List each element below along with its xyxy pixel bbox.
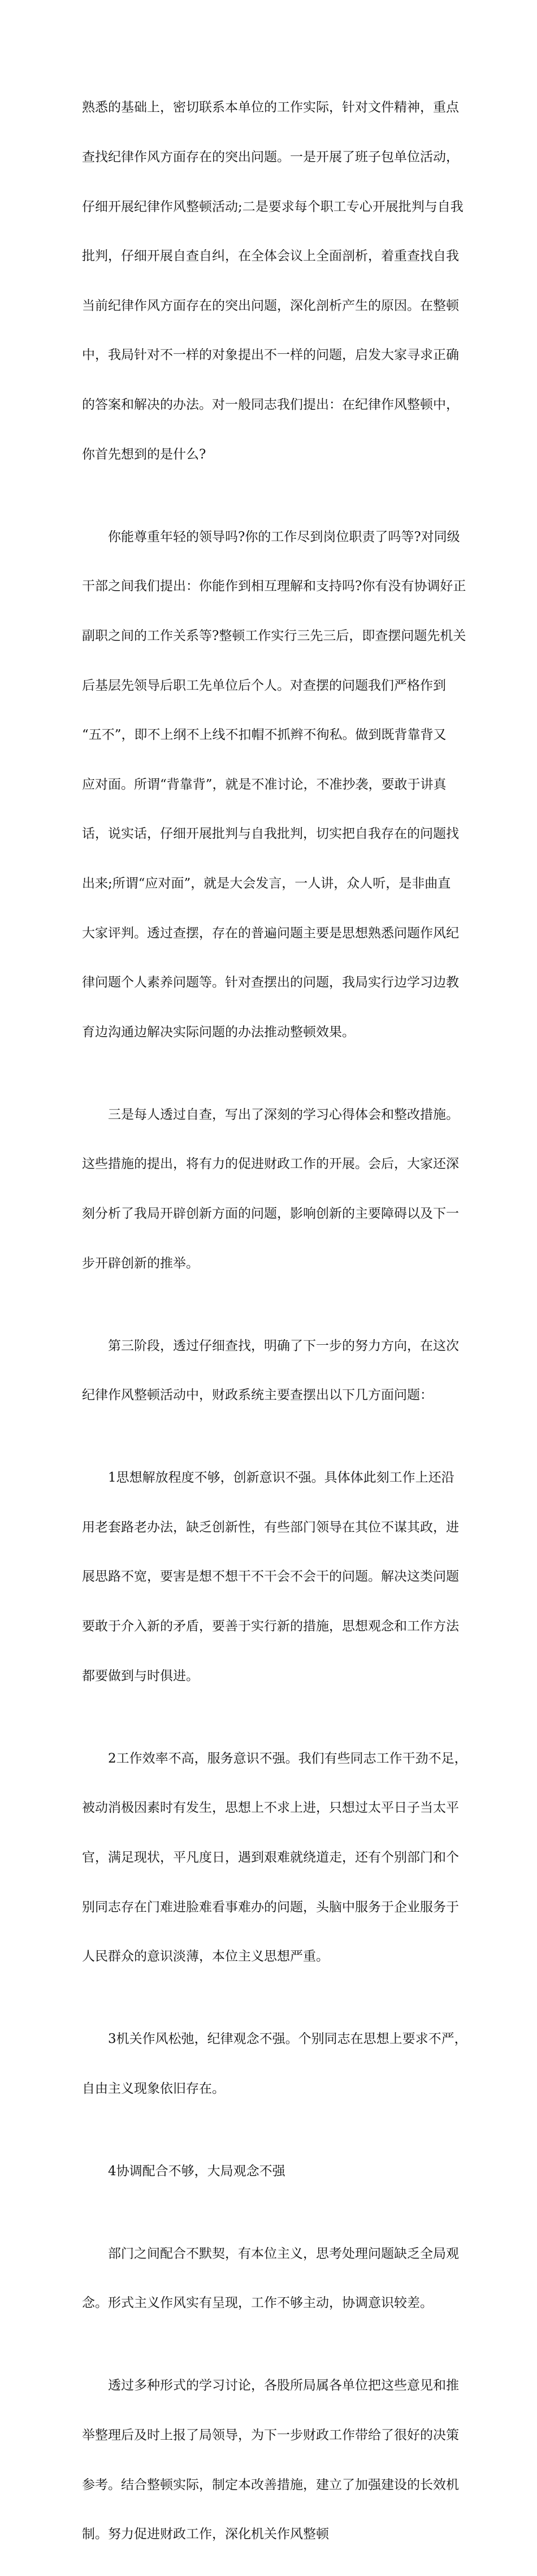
- text-line: 透过多种形式的学习讨论，各股所局属各单位把这些意见和推: [82, 2378, 459, 2393]
- text-line: 纪律作风整顿活动中，财政系统主要查摆出以下几方面问题：: [82, 1388, 433, 1403]
- paragraph-4: [82, 1305, 466, 1437]
- text-line: 第三阶段，透过仔细查找，明确了下一步的努力方向，在这次: [82, 1338, 459, 1353]
- text-line: 3机关作风松弛，纪律观念不强。个别同志在思想上要求不严，: [82, 2032, 467, 2047]
- text-line: 举整理后及时上报了局领导，为下一步财政工作带给了很好的决策: [82, 2428, 459, 2443]
- paragraph-9: [82, 2213, 466, 2345]
- text-line: 熟悉的基础上，密切联系本单位的工作实际，针对文件精神，重点: [82, 100, 459, 115]
- text-line: 被动消极因素时有发生，思想上不求上进，只想过太平日子当太平: [82, 1800, 459, 1816]
- paragraph-1: [82, 67, 466, 496]
- text-line: 你能尊重年轻的领导吗?你的工作尽到岗位职责了吗等?对同级: [82, 529, 460, 544]
- text-line: 部门之间配合不默契，有本位主义，思考处理问题缺乏全局观: [82, 2246, 459, 2261]
- text-line: 这些措施的提出，将有力的促进财政工作的开展。会后，大家还深: [82, 1157, 459, 1172]
- paragraph-10: [82, 2345, 466, 2576]
- text-line: “五不”，即不上纲不上线不扣帽不抓辫不徇私。做到既背靠背又: [82, 728, 447, 743]
- text-line: 1思想解放程度不够，创新意识不强。具体体此刻工作上还沿: [82, 1470, 454, 1486]
- text-line: 仔细开展纪律作风整顿活动;二是要求每个职工专心开展批判与自我: [82, 199, 464, 214]
- text-line: 大家评判。透过查摆，存在的普遍问题主要是思想熟悉问题作风纪: [82, 925, 459, 941]
- text-line: 应对面。所谓“背靠背”，就是不准讨论，不准抄袭，要敢于讲真: [82, 777, 447, 792]
- text-line: 出来;所谓“应对面”，就是大会发言，一人讲，众人听，是非曲直: [82, 876, 451, 891]
- text-line: 参考。结合整顿实际，制定本改善措施，建立了加强建设的长效机: [82, 2477, 459, 2492]
- paragraph-7: [82, 1998, 466, 2131]
- paragraph-3: [82, 1073, 466, 1305]
- text-line: 话，说实话，仔细开展批判与自我批判，切实把自我存在的问题找: [82, 826, 459, 842]
- text-line: 自由主义现象依旧存在。: [82, 2081, 225, 2096]
- text-line: 干部之间我们提出：你能作到相互理解和支持吗?你有没有协调好正: [82, 579, 466, 594]
- text-line: 当前纪律作风方面存在的突出问题，深化剖析产生的原因。在整顿: [82, 298, 459, 313]
- text-line: 三是每人透过自查，写出了深刻的学习心得体会和整改措施。: [82, 1107, 459, 1122]
- text-line: 要敢于介入新的矛盾，要善于实行新的措施，思想观念和工作方法: [82, 1619, 459, 1634]
- text-line: 查找纪律作风方面存在的突出问题。一是开展了班子包单位活动，: [82, 150, 459, 165]
- text-line: 展思路不宽，要害是想不想干不干会不会干的问题。解决这类问题: [82, 1569, 459, 1584]
- text-line: 中，我局针对不一样的对象提出不一样的问题，启发大家寻求正确: [82, 348, 459, 363]
- text-line: 2工作效率不高，服务意识不强。我们有些同志工作干劲不足，: [82, 1751, 467, 1766]
- document-page: [82, 67, 466, 2576]
- paragraph-6: [82, 1717, 466, 1998]
- text-line: 念。形式主义作风实有呈现，工作不够主动，协调意识较差。: [82, 2296, 433, 2311]
- text-line: 你首先想到的是什么?: [82, 447, 206, 462]
- text-line: 刻分析了我局开辟创新方面的问题，影响创新的主要障碍以及下一: [82, 1206, 459, 1222]
- text-line: 官，满足现状，平凡度日，遇到艰难就绕道走，还有个别部门和个: [82, 1850, 459, 1865]
- paragraph-5: [82, 1437, 466, 1717]
- text-line: 律问题个人素养问题等。针对查摆出的问题，我局实行边学习边教: [82, 975, 459, 990]
- text-line: 的答案和解决的办法。对一般同志我们提出：在纪律作风整顿中，: [82, 397, 459, 413]
- text-line: 人民群众的意识淡薄，本位主义思想严重。: [82, 1949, 329, 1964]
- text-line: 后基层先领导后职工先单位后个人。对查摆的问题我们严格作到: [82, 678, 446, 693]
- text-line: 批判，仔细开展自查自纠，在全体会议上全面剖析，着重查找自我: [82, 249, 459, 264]
- text-line: 步开辟创新的推举。: [82, 1255, 199, 1271]
- text-line: 育边沟通边解决实际问题的办法推动整顿效果。: [82, 1024, 355, 1040]
- text-line: 都要做到与时俱进。: [82, 1668, 199, 1683]
- text-line: 4协调配合不够，大局观念不强: [82, 2163, 285, 2179]
- paragraph-8: [82, 2130, 466, 2213]
- paragraph-2: [82, 496, 466, 1073]
- text-line: 用老套路老办法，缺乏创新性，有些部门领导在其位不谋其政，进: [82, 1519, 459, 1535]
- text-line: 制。努力促进财政工作，深化机关作风整顿: [82, 2527, 329, 2542]
- text-line: 副职之间的工作关系等?整顿工作实行三先三后，即查摆问题先机关: [82, 628, 466, 643]
- text-line: 别同志存在门难进脸难看事难办的问题，头脑中服务于企业服务于: [82, 1899, 459, 1915]
